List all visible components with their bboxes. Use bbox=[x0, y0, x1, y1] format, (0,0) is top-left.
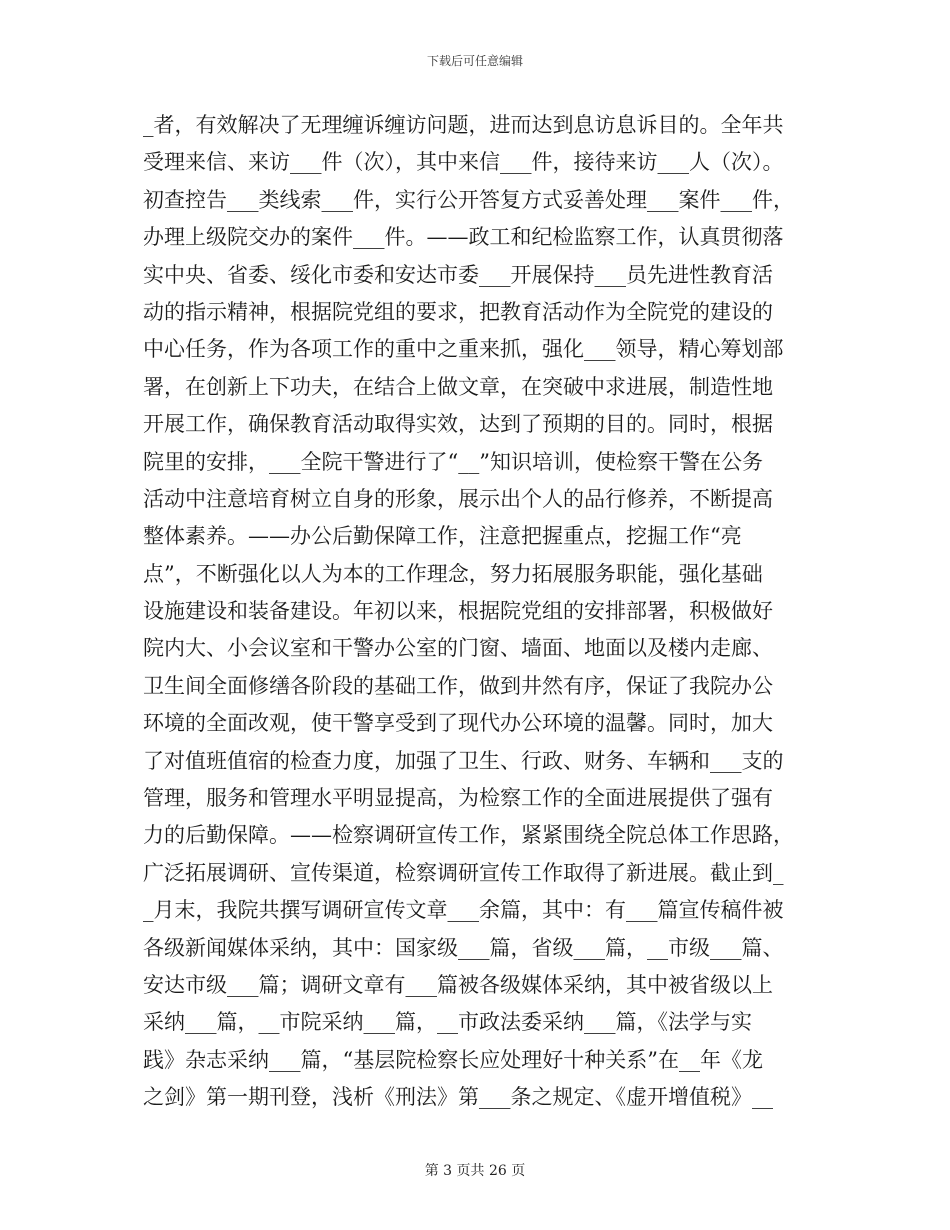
body-line: 管理，服务和管理水平明显提高，为检察工作的全面进展提供了强有 bbox=[143, 786, 773, 811]
body-line: 之剑》第一期刊登，浅析《刑法》第___条之规定、《虚开增值税》__ bbox=[143, 1085, 773, 1110]
body-line: _者，有效解决了无理缠诉缠访问题，进而达到息访息诉目的。全年共 bbox=[143, 113, 784, 137]
body-line: 力的后勤保障。——检察调研宣传工作，紧紧围绕全院总体工作思路， bbox=[143, 823, 794, 848]
body-line: 采纳___篇，__市院采纳___篇，__市政法委采纳___篇，《法学与实 bbox=[143, 1010, 752, 1035]
body-line: 院内大、小会议室和干警办公室的门窗、墙面、地面以及楼内走廊、 bbox=[143, 636, 773, 661]
page-header: 下载后可任意编辑 bbox=[426, 54, 523, 68]
body-line: 实中央、省委、绥化市委和安达市委___开展保持___员先进性教育活 bbox=[143, 262, 773, 287]
body-line: 各级新闻媒体采纳，其中：国家级___篇，省级___篇，__市级___篇、 bbox=[143, 935, 784, 960]
document-body bbox=[143, 107, 823, 1117]
body-line: 初查控告___类线索___件，实行公开答复方式妥善处理___案件___件， bbox=[143, 187, 794, 212]
body-line: 卫生间全面修缮各阶段的基础工作，做到井然有序，保证了我院办公 bbox=[143, 673, 773, 698]
body-line: 办理上级院交办的案件___件。——政工和纪检监察工作，认真贯彻落 bbox=[143, 225, 784, 250]
body-line: _月末，我院共撰写调研宣传文章___余篇，其中：有___篇宣传稿件被 bbox=[143, 898, 784, 923]
body-line: 践》杂志采纳___篇，“基层院检察长应处理好十种关系”在__年《龙 bbox=[143, 1047, 763, 1072]
body-line: 署，在创新上下功夫，在结合上做文章，在突破中求进展，制造性地 bbox=[143, 374, 773, 399]
body-line: 中心任务，作为各项工作的重中之重来抓，强化___领导，精心筹划部 bbox=[143, 337, 784, 362]
body-line: 动的指示精神，根据院党组的要求，把教育活动作为全院党的建设的 bbox=[143, 299, 773, 324]
body-line: 广泛拓展调研、宣传渠道，检察调研宣传工作取得了新进展。截止到_ bbox=[143, 860, 784, 885]
body-line: 活动中注意培育树立自身的形象，展示出个人的品行修养，不断提高 bbox=[143, 486, 773, 511]
body-line: 环境的全面改观，使干警享受到了现代办公环境的温馨。同时，加大 bbox=[143, 711, 773, 736]
body-line: 整体素养。——办公后勤保障工作，注意把握重点，挖掘工作“亮 bbox=[143, 524, 742, 549]
body-line: 点”，不断强化以人为本的工作理念，努力拓展服务职能，强化基础 bbox=[143, 561, 763, 586]
body-line: 设施建设和装备建设。年初以来，根据院党组的安排部署，积极做好 bbox=[143, 599, 773, 624]
body-line: 院里的安排，___全院干警进行了“__”知识培训，使检察干警在公务 bbox=[143, 449, 763, 474]
body-line: 了对值班值宿的检查力度，加强了卫生、行政、财务、车辆和___支的 bbox=[143, 748, 784, 773]
body-line: 安达市级___篇；调研文章有___篇被各级媒体采纳，其中被省级以上 bbox=[143, 972, 773, 997]
page-footer: 第 3 页共 26 页 bbox=[424, 1163, 526, 1179]
body-line: 受理来信、来访___件（次），其中来信___件，接待来访___人（次）。 bbox=[143, 150, 784, 175]
body-line: 开展工作，确保教育活动取得实效，达到了预期的目的。同时，根据 bbox=[143, 412, 773, 437]
